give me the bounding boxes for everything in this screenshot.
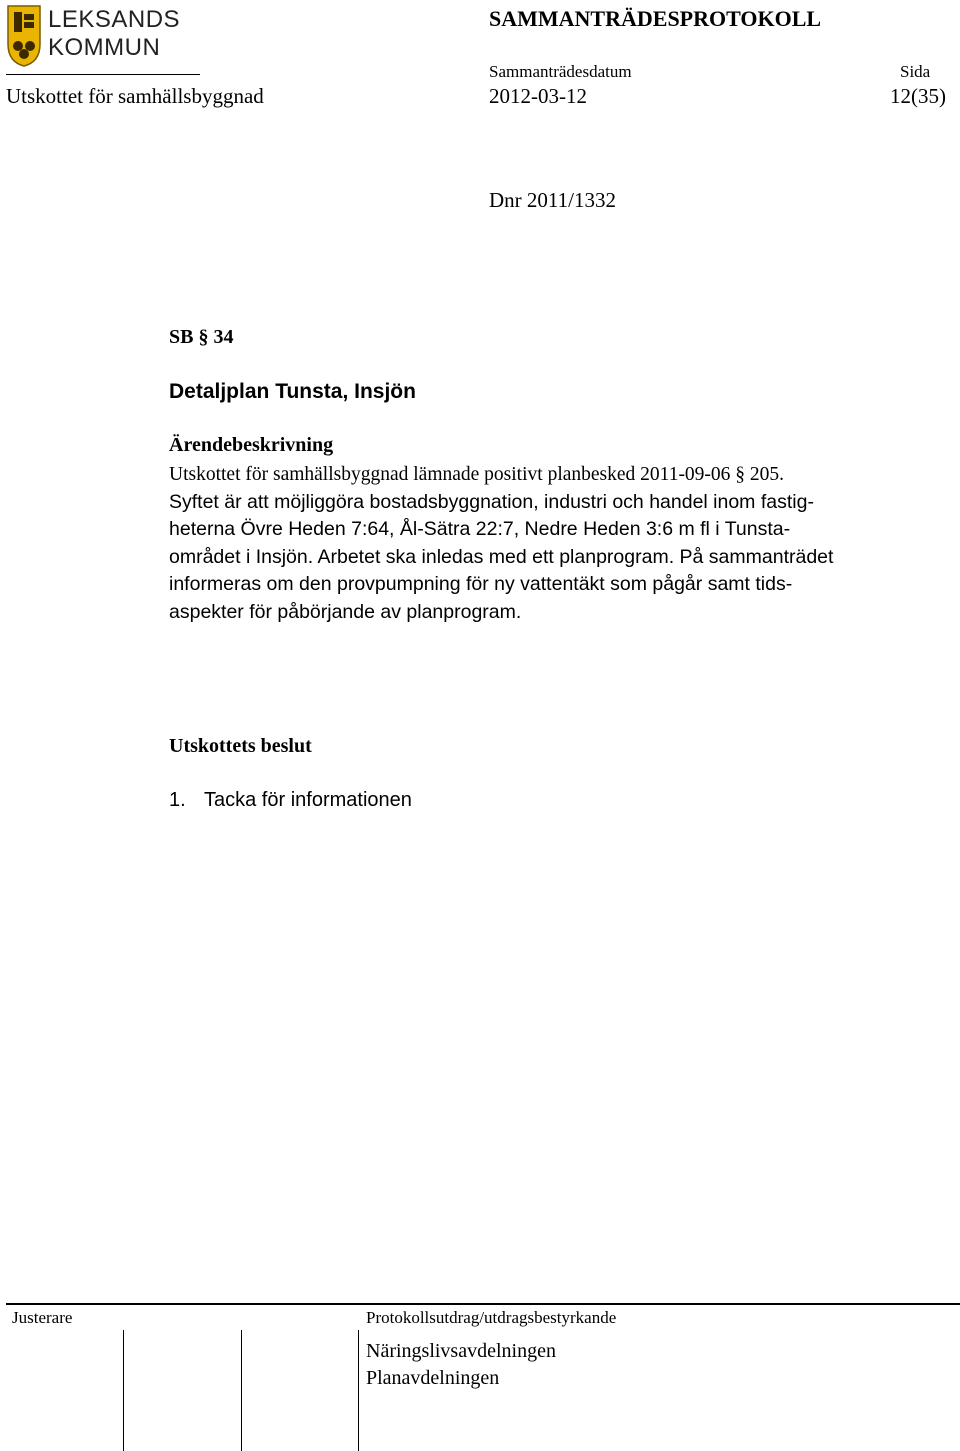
logo-line-2: KOMMUN [48,34,161,61]
logo-line-1: LEKSANDS [48,6,181,33]
extract-label: Protokollsutdrag/utdragsbestyrkande [366,1308,617,1327]
page-number: 12(35) [890,84,946,108]
footer-divider [6,1303,960,1305]
recipient: Planavdelningen [366,1367,500,1389]
meeting-date: 2012-03-12 [489,84,587,108]
description-line: heterna Övre Heden 7:64, Ål-Sätra 22:7, Nedre Heden 3:6 m fl i Tunsta- [169,518,791,540]
section-title: Detaljplan Tunsta, Insjön [169,380,416,403]
description-line: aspekter för påbörjande av planprogram. [169,600,522,623]
committee-name: Utskottet för samhällsbyggnad [6,84,264,108]
description-line: informeras om den provpumpning för ny vattentäkt som pågår samt tids- [169,573,793,595]
recipient: Näringslivsavdelningen [366,1340,556,1362]
decision-heading: Utskottets beslut [169,735,312,757]
decision-item [169,789,412,812]
page-label: Sida [900,62,931,81]
signature-box-divider [358,1330,359,1451]
decision-text: Tacka för informationen [204,789,412,811]
signature-box-divider [123,1330,124,1451]
description-line: Syftet är att möjliggöra bostadsbyggnation, industri och handel inom fastig- [169,490,814,513]
coat-of-arms-icon [6,4,42,68]
description-text [169,461,869,626]
meeting-date-label: Sammanträdesdatum [489,62,632,81]
justerare-label: Justerare [12,1308,73,1327]
description-line: Utskottet för samhällsbyggnad lämnade positivt planbesked 2011-09-06 § 205. [169,464,785,485]
signature-box-divider [241,1330,242,1451]
municipality-logo [6,4,216,74]
document-title: SAMMANTRÄDESPROTOKOLL [489,6,822,31]
section-number: SB § 34 [169,326,234,348]
description-line: området i Insjön. Arbetet ska inledas med ett planprogram. På sammanträdet [169,545,834,568]
header-divider [6,74,200,75]
registration-number: Dnr 2011/1332 [489,188,616,212]
description-heading: Ärendebeskrivning [169,434,334,456]
decision-number: 1. [169,789,186,811]
